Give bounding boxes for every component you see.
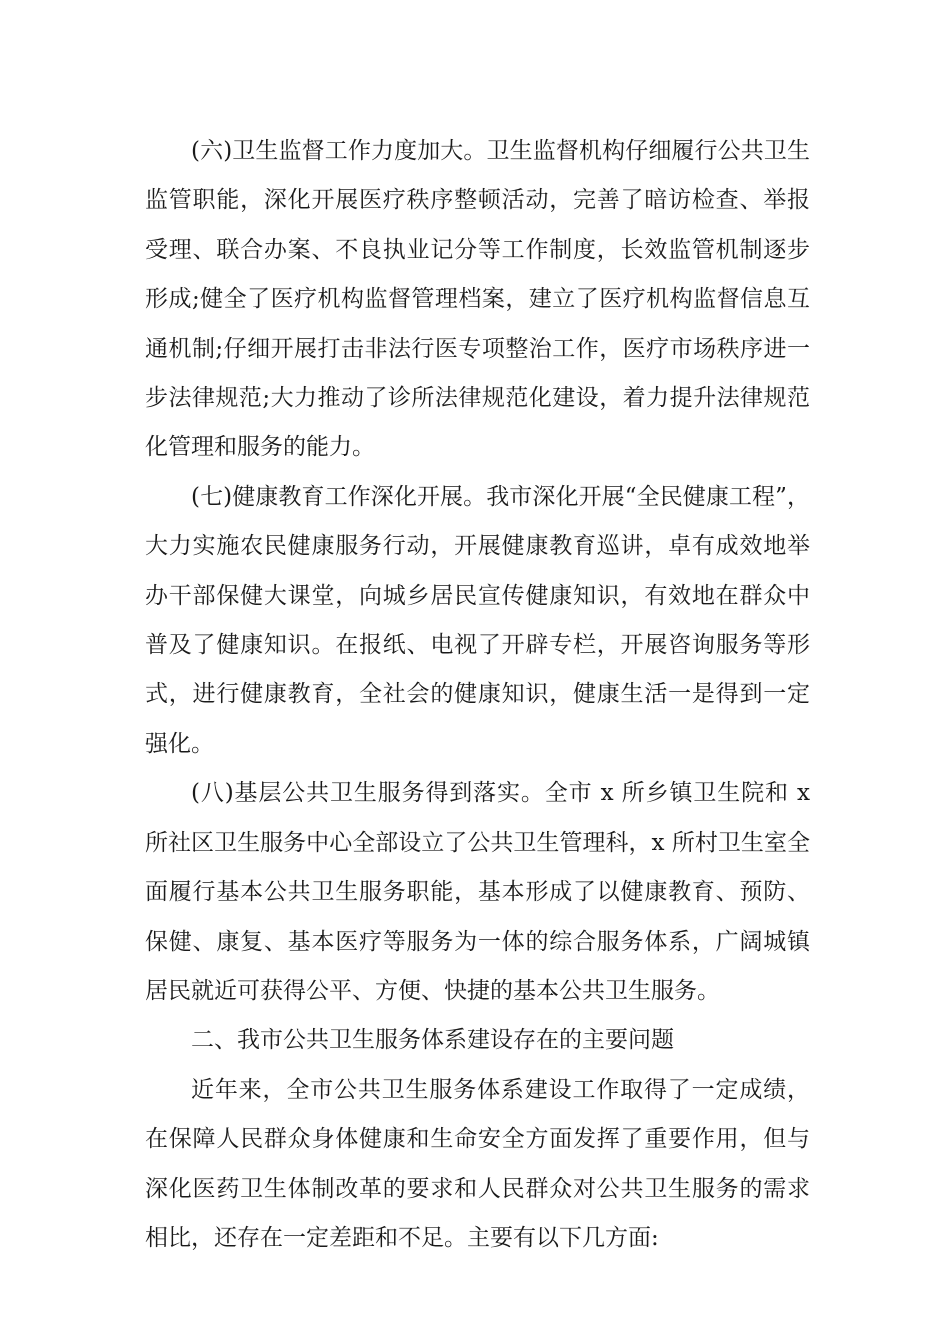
paragraph-supervision: (六)卫生监督工作力度加大。卫生监督机构仔细履行公共卫生监管职能，深化开展医疗秩序整顿活动，完善了暗访检查、举报受理、联合办案、不良执业记分等工作制度，长效监管机制逐步形成;健全了医疗机构监督管理档案，建立了医疗机构监督信息互通机制;仔细开展打击非法行医专项整治工作，医疗市场秩序进一步法律规范;大力推动了诊所法律规范化建设，着力提升法律规范化管理和服务的能力。: [145, 138, 810, 461]
section-heading: 二、我市公共卫生服务体系建设存在的主要问题: [191, 1027, 674, 1054]
paragraph-problems-intro: 近年来，全市公共卫生服务体系建设工作取得了一定成绩，在保障人民群众身体健康和生命安全方面发挥了重要作用，但与深化医药卫生体制改革的要求和人民群众对公共卫生服务的需求相比，还存在一定差距和不足。主要有以下几方面:: [145, 1076, 810, 1251]
paragraph-grassroots-service: (八)基层公共卫生服务得到落实。全市 x 所乡镇卫生院和 x 所社区卫生服务中心全部设立了公共卫生管理科，x 所村卫生室全面履行基本公共卫生服务职能，基本形成了以健康教育、预防、保健、康复、基本医疗等服务为一体的综合服务体系，广阔城镇居民就近可获得公平、方便、快捷的基本公共卫生服务。: [145, 780, 810, 1004]
paragraph-health-education: (七)健康教育工作深化开展。我市深化开展“全民健康工程”，大力实施农民健康服务行动，开展健康教育巡讲，卓有成效地举办干部保健大课堂，向城乡居民宣传健康知识，有效地在群众中普及了健康知识。在报纸、电视了开辟专栏，开展咨询服务等形式，进行健康教育，全社会的健康知识，健康生活一是得到一定强化。: [145, 483, 810, 757]
document-body: [145, 127, 810, 1263]
